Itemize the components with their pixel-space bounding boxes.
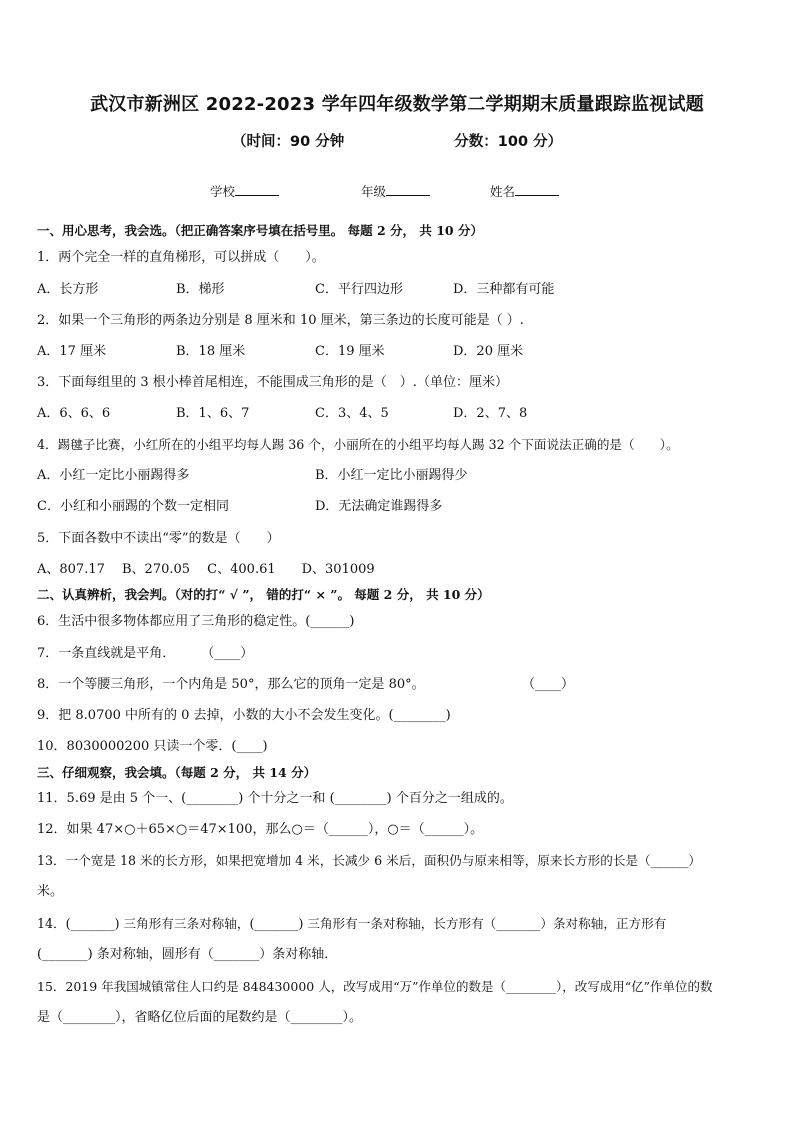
q4-option-d[interactable]: D．无法确定谁踢得多 xyxy=(315,499,443,514)
q3-option-b[interactable]: B．1、6、7 xyxy=(176,406,250,421)
question-9: 9．把 8.0700 中所有的 0 去掉，小数的大小不会发生变化。(________) xyxy=(37,708,451,723)
section-2-heading: 二、认真辨析，我会判。（对的打“ √ ”， 错的打“ × ”。 每题 2 分， 共 10 分） xyxy=(37,587,490,602)
question-10: 10．8030000200 只读一个零．(____) xyxy=(37,739,268,754)
section-3-heading: 三、仔细观察，我会填。（每题 2 分， 共 14 分） xyxy=(37,765,317,780)
student-info xyxy=(210,182,559,200)
q2-option-a[interactable]: A．17 厘米 xyxy=(37,344,107,359)
question-12: 12．如果 47×○＋65×○＝47×100，那么○＝（______），○＝（______）。 xyxy=(37,822,484,837)
q1-option-a[interactable]: A．长方形 xyxy=(37,282,99,297)
q3-option-d[interactable]: D．2、7、8 xyxy=(453,406,528,421)
q4-option-b[interactable]: B．小红一定比小丽踢得少 xyxy=(315,468,468,483)
q3-option-c[interactable]: C．3、4、5 xyxy=(315,406,389,421)
q1-option-c[interactable]: C．平行四边形 xyxy=(315,282,403,297)
total-score: 分数：100 分） xyxy=(454,134,563,150)
question-6: 6．生活中很多物体都应用了三角形的稳定性。(______) xyxy=(37,614,355,629)
name-label: 姓名 xyxy=(490,184,516,199)
question-1: 1．两个完全一样的直角梯形，可以拼成（ ）。 xyxy=(37,250,325,265)
question-8: 8．一个等腰三角形，一个内角是 50°，那么它的顶角一定是 80°。 xyxy=(37,677,425,692)
question-14-cont: (_______) 条对称轴，圆形有（_______）条对称轴． xyxy=(37,947,338,962)
exam-meta xyxy=(232,130,562,151)
page-title: 武汉市新洲区 2022-2023 学年四年级数学第二学期期末质量跟踪监视试题 xyxy=(90,94,704,115)
q4-option-c[interactable]: C．小红和小丽踢的个数一定相同 xyxy=(37,499,229,514)
grade-label: 年级 xyxy=(361,184,387,199)
question-13: 13．一个宽是 18 米的长方形，如果把宽增加 4 米，长减少 6 米后，面积仍与原来相等，原来长方形的长是（______） xyxy=(37,853,702,868)
question-14: 14．(_______) 三角形有三条对称轴，(_______) 三角形有一条对称轴，长方形有（_______）条对称轴，正方形有 xyxy=(37,916,667,931)
question-11: 11．5.69 是由 5 个一、(________) 个十分之一和 (________) 个百分之一组成的。 xyxy=(37,791,513,806)
question-8-answer-blank[interactable]: （____） xyxy=(522,677,575,692)
q2-option-d[interactable]: D．20 厘米 xyxy=(453,344,524,359)
question-13-cont: 米。 xyxy=(37,884,64,899)
q3-option-a[interactable]: A．6、6、6 xyxy=(37,406,111,421)
time-limit: （时间：90 分钟 xyxy=(232,134,345,150)
question-2: 2．如果一个三角形的两条边分别是 8 厘米和 10 厘米，第三条边的长度可能是（ ）. xyxy=(37,313,524,328)
q5-options[interactable]: A、807.17 B、270.05 C、400.61 D、301009 xyxy=(37,562,375,577)
q2-option-b[interactable]: B．18 厘米 xyxy=(176,344,246,359)
question-5: 5．下面各数中不读出“零”的数是（ ） xyxy=(37,531,280,546)
name-blank[interactable] xyxy=(515,183,559,196)
q4-option-a[interactable]: A．小红一定比小丽踢得多 xyxy=(37,468,190,483)
question-7: 7．一条直线就是平角． （____） xyxy=(37,646,254,661)
section-1-heading: 一、用心思考，我会选。（把正确答案序号填在括号里。 每题 2 分， 共 10 分） xyxy=(37,223,483,238)
q1-option-d[interactable]: D．三种都有可能 xyxy=(453,282,555,297)
q1-option-b[interactable]: B．梯形 xyxy=(176,282,225,297)
school-label: 学校 xyxy=(210,184,236,199)
grade-blank[interactable] xyxy=(386,183,430,196)
question-3: 3．下面每组里的 3 根小棒首尾相连，不能围成三角形的是（ ）.（单位：厘米） xyxy=(37,375,508,390)
question-15-cont: 是（________），省略亿位后面的尾数约是（________）。 xyxy=(37,1010,363,1025)
q2-option-c[interactable]: C．19 厘米 xyxy=(315,344,385,359)
question-4: 4．踢毽子比赛，小红所在的小组平均每人踢 36 个，小丽所在的小组平均每人踢 32 个下面说法正确的是（ ）。 xyxy=(37,437,679,452)
question-15: 15．2019 年我国城镇常住人口约是 848430000 人，改写成用“万”作单位的数是（________），改写成用“亿”作单位的数 xyxy=(37,979,713,994)
school-blank[interactable] xyxy=(235,183,279,196)
